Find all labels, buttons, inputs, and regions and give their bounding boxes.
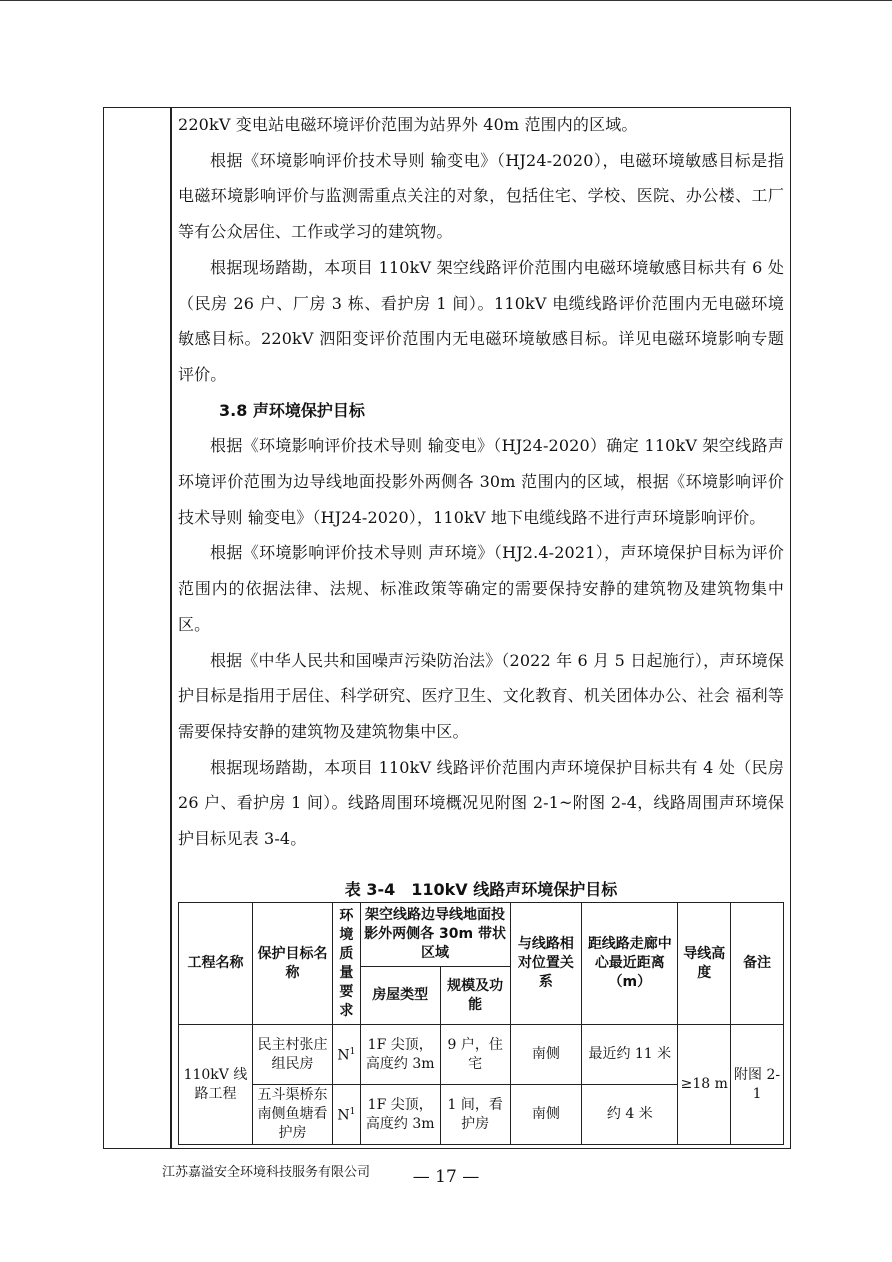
paragraph: 根据现场踏勘，本项目 110kV 架空线路评价范围内电磁环境敏感目标共有 6 处（民房 26 户、厂房 3 栋、看护房 1 间）。110kV 电缆线路评价范围内无电磁环境敏感目标。220kV 泗阳变评价范围内无电磁环境敏感目标。详见电磁环境影响专题评价。	[178, 257, 784, 384]
cell-scale: 1 间，看护房	[440, 1085, 510, 1145]
cell-quality: $N^1$	[333, 1025, 360, 1085]
paragraph: 根据《环境影响评价技术导则 声环境》（HJ2.4-2021），声环境保护目标为评价范围内的依据法律、法规、标准政策等确定的需要保持安静的建筑物及建筑物集中区。	[178, 543, 784, 634]
cell-target: 五斗渠桥东南侧鱼塘看护房	[252, 1085, 332, 1145]
header-height: 导线高度	[678, 903, 731, 1025]
section-heading: 3.8 声环境保护目标	[219, 400, 365, 420]
noise-target-table	[178, 902, 784, 1145]
header-env-quality: 环境质量要求	[333, 903, 360, 1025]
paragraph: 根据《环境影响评价技术导则 输变电》（HJ24-2020），电磁环境敏感目标是指电磁环境影响评价与监测需重点关注的对象，包括住宅、学校、医院、办公楼、工厂等有公众居住、工作或学习的建筑物。	[178, 150, 784, 242]
frame-column-divider	[170, 108, 172, 1148]
header-band-group: 架空线路边导线地面投影外两侧各 30m 带状区域	[360, 903, 510, 967]
paragraph: 220kV 变电站电磁环境评价范围为站界外 40m 范围内的区域。	[178, 115, 638, 134]
header-house-type: 房屋类型	[360, 967, 440, 1025]
report-body	[178, 107, 784, 857]
paragraph: 根据《环境影响评价技术导则 输变电》（HJ24-2020）确定 110kV 架空线路声环境评价范围为边导线地面投影外两侧各 30m 范围内的区域，根据《环境影响评价技术导则 输变电》（HJ24-2020），110kV 地下电缆线路不进行声环境影响评价。	[178, 436, 784, 527]
cell-house-type: 1F 尖顶，高度约 3m	[360, 1025, 440, 1085]
cell-quality: $N^1$	[333, 1085, 360, 1145]
cell-scale: 9 户，住宅	[440, 1025, 510, 1085]
header-project: 工程名称	[179, 903, 253, 1025]
header-distance: 距线路走廊中心最近距离（m）	[582, 903, 678, 1025]
header-target: 保护目标名称	[252, 903, 332, 1025]
cell-target: 民主村张庄组民房	[252, 1025, 332, 1085]
header-scale: 规模及功能	[440, 967, 510, 1025]
cell-remark: 附图 2-1	[731, 1025, 784, 1145]
paragraph: 根据现场踏勘，本项目 110kV 线路评价范围内声环境保护目标共有 4 处（民房 26 户、看护房 1 间）。线路周围环境概况见附图 2-1~附图 2-4，线路周围声环境保护目标见表 3-4。	[178, 757, 784, 849]
table-row	[179, 1025, 784, 1085]
paragraph: 根据《中华人民共和国噪声污染防治法》（2022 年 6 月 5 日起施行），声环境保护目标是指用于居住、科学研究、医疗卫生、文化教育、机关团体办公、社会 福利等需要保持安静的建筑物及建筑物集中区。	[178, 650, 784, 741]
cell-distance: 约 4 米	[582, 1085, 678, 1145]
header-relative-position: 与线路相对位置关系	[510, 903, 582, 1025]
footer-company: 江苏嘉溢安全环境科技服务有限公司	[162, 1165, 371, 1180]
cell-house-type: 1F 尖顶，高度约 3m	[360, 1085, 440, 1145]
cell-position: 南侧	[510, 1085, 582, 1145]
cell-height: ≥18 m	[678, 1025, 731, 1145]
header-remark: 备注	[731, 903, 784, 1025]
page-top-rule	[0, 0, 892, 1]
cell-project: 110kV 线路工程	[179, 1025, 253, 1145]
table-caption: 表 3-4 110kV 线路声环境保护目标	[344, 880, 618, 899]
cell-distance: 最近约 11 米	[582, 1025, 678, 1085]
cell-position: 南侧	[510, 1025, 582, 1085]
page-number: — 17 —	[412, 1167, 480, 1187]
